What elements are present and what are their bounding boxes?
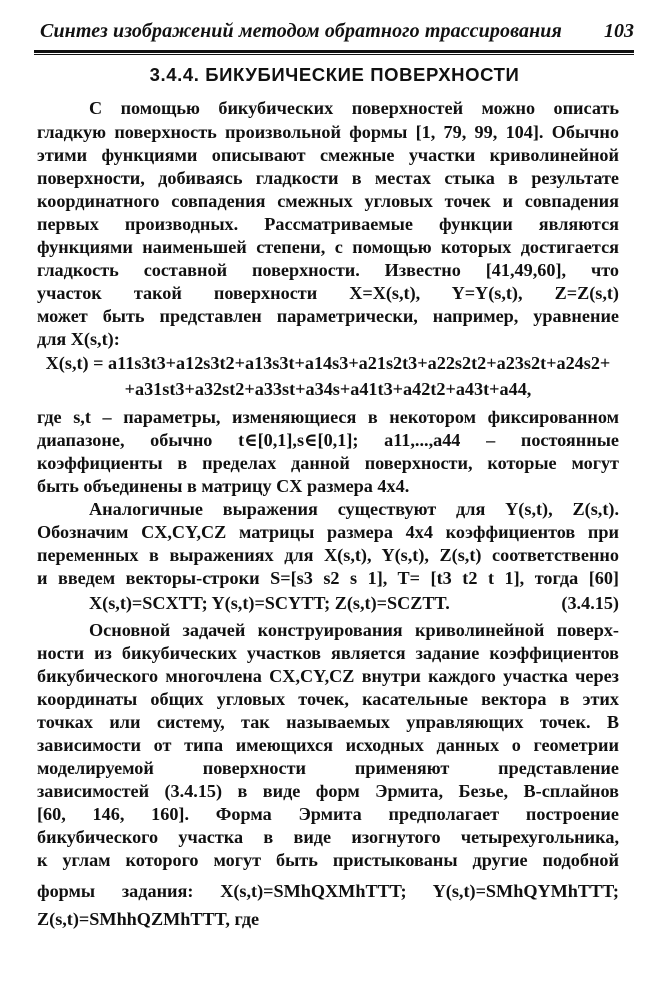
paragraph-line: координатного совпадения смежных угловых точек и совпадения xyxy=(37,191,619,211)
paragraph-line: переменных в выражениях для X(s,t), Y(s,t), Z(s,t) соответственно xyxy=(37,545,619,565)
paragraph-line: где s,t – параметры, изменяющиеся в некотором фиксированном xyxy=(37,407,619,427)
paragraph-line: Аналогичные выражения существуют для Y(s,t), Z(s,t). xyxy=(89,499,619,519)
section-title: 3.4.4. БИКУБИЧЕСКИЕ ПОВЕРХНОСТИ xyxy=(149,64,520,85)
paragraph-line: к углам которого могут быть пристыкованы другие подобной xyxy=(37,850,619,870)
paragraph-line: для X(s,t): xyxy=(37,329,120,349)
paragraph-line: гладкую поверхность произвольной формы [1, 79, 99, 104]. Обычно xyxy=(37,122,619,142)
page-number: 103 xyxy=(604,20,634,42)
paragraph-line: участок такой поверхности X=X(s,t), Y=Y(s,t), Z=Z(s,t) xyxy=(37,283,619,303)
paragraph-line: ности из бикубических участков является задание коэффициентов xyxy=(37,643,619,663)
paragraph-line: диапазоне, обычно t∈[0,1],s∈[0,1]; a11,...,a44 – постоянные xyxy=(37,430,619,450)
paragraph-line: зависимости от типа имеющихся исходных данных о геометрии xyxy=(37,735,619,755)
paragraph-line: первых производных. Рассматриваемые функции являются xyxy=(37,214,619,234)
paragraph-line: бикубического многочлена CX,CY,CZ внутри каждого участка через xyxy=(37,666,619,686)
paragraph-line: С помощью бикубических поверхностей можно описать xyxy=(89,98,619,118)
paragraph-line: координаты общих угловых точек, касательные вектора в этих xyxy=(37,689,619,709)
equation-line: X(s,t) = a11s3t3+a12s3t2+a13s3t+a14s3+a21s2t3+a22s2t2+a23s2t+a24s2+ xyxy=(45,353,611,373)
running-title: Синтез изображений методом обратного трассирования xyxy=(40,20,562,42)
paragraph-line: зависимостей (3.4.15) в виде форм Эрмита, Безье, B-сплайнов xyxy=(37,781,619,801)
paragraph-line: Основной задачей конструирования криволинейной поверх- xyxy=(89,620,619,640)
equation-line: Z(s,t)=SMhhQZMhTTT, где xyxy=(37,909,260,929)
paragraph-line: Обозначим CX,CY,CZ матрицы размера 4x4 коэффициентов при xyxy=(37,522,619,542)
paragraph-line: быть объединены в матрицу CX размера 4x4. xyxy=(37,476,410,496)
paragraph-line: этими функциями описывают смежные участки криволинейной xyxy=(37,145,619,165)
paragraph-line: [60, 146, 160]. Форма Эрмита предполагает построение xyxy=(37,804,619,824)
equation-3-4-15: X(s,t)=SCXTT; Y(s,t)=SCYTT; Z(s,t)=SCZTT. xyxy=(89,593,450,613)
paragraph-line: и введем векторы-строки S=[s3 s2 s 1], T= [t3 t2 t 1], тогда [60] xyxy=(37,568,619,588)
running-header xyxy=(40,18,634,48)
paragraph-line: бикубического участка в виде изогнутого четырехугольника, xyxy=(37,827,619,847)
paragraph-line: поверхности, добиваясь гладкости в местах стыка в результате xyxy=(37,168,619,188)
equation-number: (3.4.15) xyxy=(561,593,619,613)
equation-line: +a31st3+a32st2+a33st+a34s+a41t3+a42t2+a43t+a44, xyxy=(124,379,532,399)
equation-line: формы задания: X(s,t)=SMhQXMhTTT; Y(s,t)=SMhQYMhTTT; xyxy=(37,881,619,901)
paragraph-line: точках или систему, так называемых управляющих точек. В xyxy=(37,712,619,732)
paragraph-line: гладкость составной поверхности. Известно [41,49,60], что xyxy=(37,260,619,280)
paragraph-line: функциями наименьшей степени, с помощью которых достигается xyxy=(37,237,619,257)
paragraph-line: моделируемой поверхности применяют представление xyxy=(37,758,619,778)
header-rule xyxy=(34,50,634,55)
paragraph-line: коэффициенты в пределах данной поверхности, которые могут xyxy=(37,453,619,473)
paragraph-line: может быть представлен параметрически, например, уравнение xyxy=(37,306,619,326)
